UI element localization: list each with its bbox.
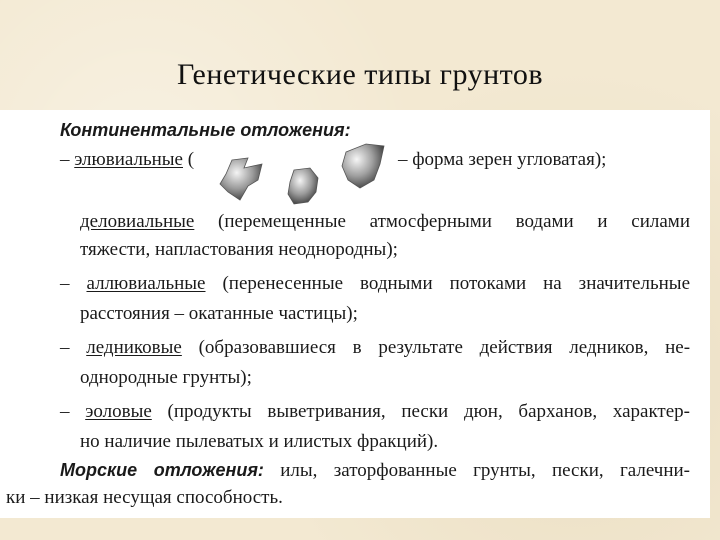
document-scan bbox=[0, 110, 710, 518]
alluvial-line-2: расстояния – окатанные частицы); bbox=[80, 303, 358, 324]
deluvial-line-1 bbox=[80, 208, 690, 236]
marine-line-1 bbox=[60, 456, 690, 485]
eluvial-line bbox=[60, 146, 194, 174]
deluvial-term: деловиальные bbox=[80, 211, 195, 232]
glacial-line-1 bbox=[60, 334, 690, 362]
list-dash: – bbox=[60, 337, 70, 358]
marine-header: Морские отложения: bbox=[60, 460, 264, 480]
aeolian-term: эоловые bbox=[85, 401, 152, 422]
paren-open: ( bbox=[187, 149, 195, 170]
list-dash: – bbox=[60, 273, 70, 294]
angular-grain-icon bbox=[340, 142, 386, 192]
angular-grain-icon bbox=[284, 166, 322, 206]
glacial-description: (образовавшиеся в результате действия ледников, не- bbox=[198, 337, 691, 358]
angular-grain-icon bbox=[218, 156, 266, 202]
glacial-line-2: однородные грунты); bbox=[80, 367, 252, 388]
alluvial-term: аллювиальные bbox=[86, 273, 206, 294]
deluvial-line-2: тяжести, напластования неоднородны); bbox=[80, 239, 398, 260]
alluvial-line-1 bbox=[60, 270, 690, 298]
marine-description: илы, заторфованные грунты, пески, галечни- bbox=[280, 460, 691, 481]
aeolian-line-2: но наличие пылеватых и илистых фракций). bbox=[80, 431, 439, 452]
list-dash: – bbox=[60, 401, 70, 422]
eluvial-description: – форма зерен угловатая); bbox=[398, 149, 607, 170]
list-dash: – bbox=[60, 149, 70, 170]
deluvial-description: (перемещенные атмосферными водами и силами bbox=[218, 211, 690, 232]
eluvial-term: элювиальные bbox=[74, 149, 183, 170]
aeolian-line-1 bbox=[60, 398, 690, 426]
marine-line-2: ки – низкая несущая способность. bbox=[6, 487, 283, 508]
aeolian-description: (продукты выветривания, пески дюн, барханов, характер- bbox=[167, 401, 690, 422]
glacial-term: ледниковые bbox=[86, 337, 182, 358]
slide-title: Генетические типы грунтов bbox=[176, 58, 544, 91]
alluvial-description: (перенесенные водными потоками на значительные bbox=[222, 273, 691, 294]
continental-header: Континентальные отложения: bbox=[60, 120, 351, 140]
